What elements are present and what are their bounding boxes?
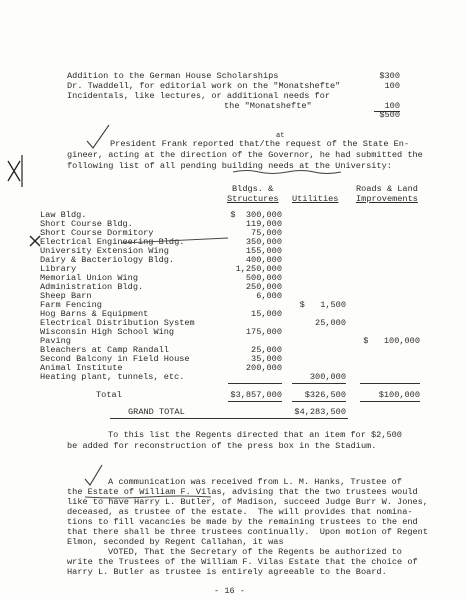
paragraph-line: gineer, acting at the direction of the Governor, he had submitted the — [67, 150, 423, 160]
paragraph-line: Elmon, seconded by Regent Callahan, it was — [67, 537, 284, 547]
handwritten-x-mark-icon — [6, 153, 24, 189]
grand-total-label: GRAND TOTAL — [128, 407, 185, 417]
paragraph-line: tions to fill vacancies be made by the remaining trustees to the end — [67, 517, 418, 527]
row-bldg-value: 200,000 — [245, 363, 282, 373]
grand-total-value: $4,283,500 — [294, 407, 346, 417]
row-bldg-value: 6,000 — [256, 291, 282, 301]
row-name: Animal Institute — [40, 363, 123, 373]
top-item-amount: $300 — [379, 71, 400, 81]
row-name: Wisconsin High School Wing — [40, 327, 175, 337]
top-item-text: Addition to the German House Scholarships — [67, 71, 279, 81]
paragraph-line: the Estate of William F. Vilas, advising that the two trustees would — [67, 487, 418, 497]
total-rule-roads — [360, 401, 420, 402]
paragraph-line: A communication was received from L. M. Hanks, Trustee of — [108, 477, 402, 487]
checkmark-icon — [82, 462, 104, 488]
total-label: Total — [96, 390, 122, 400]
superscript-insert: at — [276, 132, 285, 140]
col-header-bldgs: Bldgs. & — [232, 184, 274, 194]
row-bldg-value: 400,000 — [245, 255, 282, 265]
col-header-structures: Structures — [227, 194, 279, 204]
row-bldg-value: 35,000 — [251, 354, 282, 364]
row-name: Heating plant, tunnels, etc. — [40, 372, 185, 382]
paragraph-line: that there shall be three trustees continually. Upon motion of Regent — [67, 527, 428, 537]
paragraph-line: To this list the Regents directed that an item for $2,500 — [108, 430, 402, 440]
handwritten-strike-line — [120, 235, 230, 245]
column-rule-bldg — [228, 383, 282, 384]
row-name: Sheep Barn — [40, 291, 92, 301]
total-rule-util — [292, 401, 346, 402]
row-util-value: 300,000 — [309, 372, 346, 382]
top-item-text: Dr. Twaddell, for editorial work on the "Monatshefte" — [67, 81, 341, 91]
row-bldg-value: 119,000 — [245, 219, 282, 229]
top-item-text: the "Monatshefte" — [224, 101, 312, 111]
row-name: Bleachers at Camp Randall — [40, 345, 169, 355]
row-util-value: $ 1,500 — [299, 300, 346, 310]
top-item-text: Incidentals, like lectures, or additional needs for — [67, 91, 331, 101]
row-name: Paving — [40, 336, 71, 346]
paragraph-line: VOTED, That the Secretary of the Regents be authorized to — [108, 547, 402, 557]
row-bldg-value: 25,000 — [251, 345, 282, 355]
row-name: Electrical Engineering Bldg. — [40, 237, 185, 247]
row-name: Farm Fencing — [40, 300, 102, 310]
total-rule-bldg — [228, 401, 282, 402]
handwritten-underline — [232, 169, 342, 175]
total-roads: $100,000 — [378, 390, 420, 400]
row-name: Hog Barns & Equipment — [40, 309, 149, 319]
paragraph-line: be added for reconstruction of the press box in the Stadium. — [67, 441, 377, 451]
row-bldg-value: 155,000 — [245, 246, 282, 256]
row-name: Second Balcony in Field House — [40, 354, 190, 364]
column-rule-util — [292, 383, 346, 384]
row-bldg-value: 175,000 — [245, 327, 282, 337]
paragraph-line: like to have Harry L. Butler, of Madison, succeed Judge Burr W. Jones, — [67, 497, 428, 507]
row-bldg-value: 15,000 — [251, 309, 282, 319]
col-header-roads: Roads & Land — [356, 184, 418, 194]
row-name: Short Course Dormitory — [40, 228, 154, 238]
row-bldg-value: 350,000 — [245, 237, 282, 247]
paragraph-line: write the Trustees of the William F. Vilas Estate that the choice of — [67, 557, 418, 567]
col-header-utilities: Utilities — [292, 194, 339, 204]
col-header-improvements: Improvements — [356, 194, 418, 204]
row-name: Administration Bldg. — [40, 282, 144, 292]
total-util: $326,500 — [304, 390, 346, 400]
row-name: Dairy & Bacteriology Bldg. — [40, 255, 175, 265]
row-util-value: 25,000 — [315, 318, 346, 328]
row-name: Short Course Bldg. — [40, 219, 133, 229]
checkmark-icon — [84, 122, 112, 152]
top-item-amount: 100 — [384, 101, 400, 111]
paragraph-line: President Frank reported that/the request of the State En- — [110, 139, 410, 149]
row-bldg-value: 1,250,000 — [235, 264, 282, 274]
row-bldg-value: 75,000 — [251, 228, 282, 238]
column-rule-roads — [360, 383, 420, 384]
row-bldg-value: 500,000 — [245, 273, 282, 283]
row-name: Memorial Union Wing — [40, 273, 138, 283]
row-bldg-value: 250,000 — [245, 282, 282, 292]
row-name: Electrical Distribution System — [40, 318, 195, 328]
row-roads-value: $ 100,000 — [363, 336, 420, 346]
row-name: Law Bldg. — [40, 210, 87, 220]
paragraph-line: deceased, as trustee of the estate. The will provides that nomina- — [67, 507, 413, 517]
row-bldg-value: $ 300,000 — [230, 210, 282, 220]
page-number: - 16 - — [214, 586, 245, 596]
top-item-amount: 100 — [384, 81, 400, 91]
total-bldg: $3,857,000 — [230, 390, 282, 400]
row-name: University Extension Wing — [40, 246, 169, 256]
row-name: Library — [40, 264, 77, 274]
paragraph-line: following list of all pending building needs at the University: — [67, 161, 392, 171]
grand-total-rule — [110, 418, 348, 419]
top-total: $500 — [379, 110, 400, 120]
paragraph-line: Harry L. Butler as trustee is entirely agreeable to the Board. — [67, 567, 387, 577]
